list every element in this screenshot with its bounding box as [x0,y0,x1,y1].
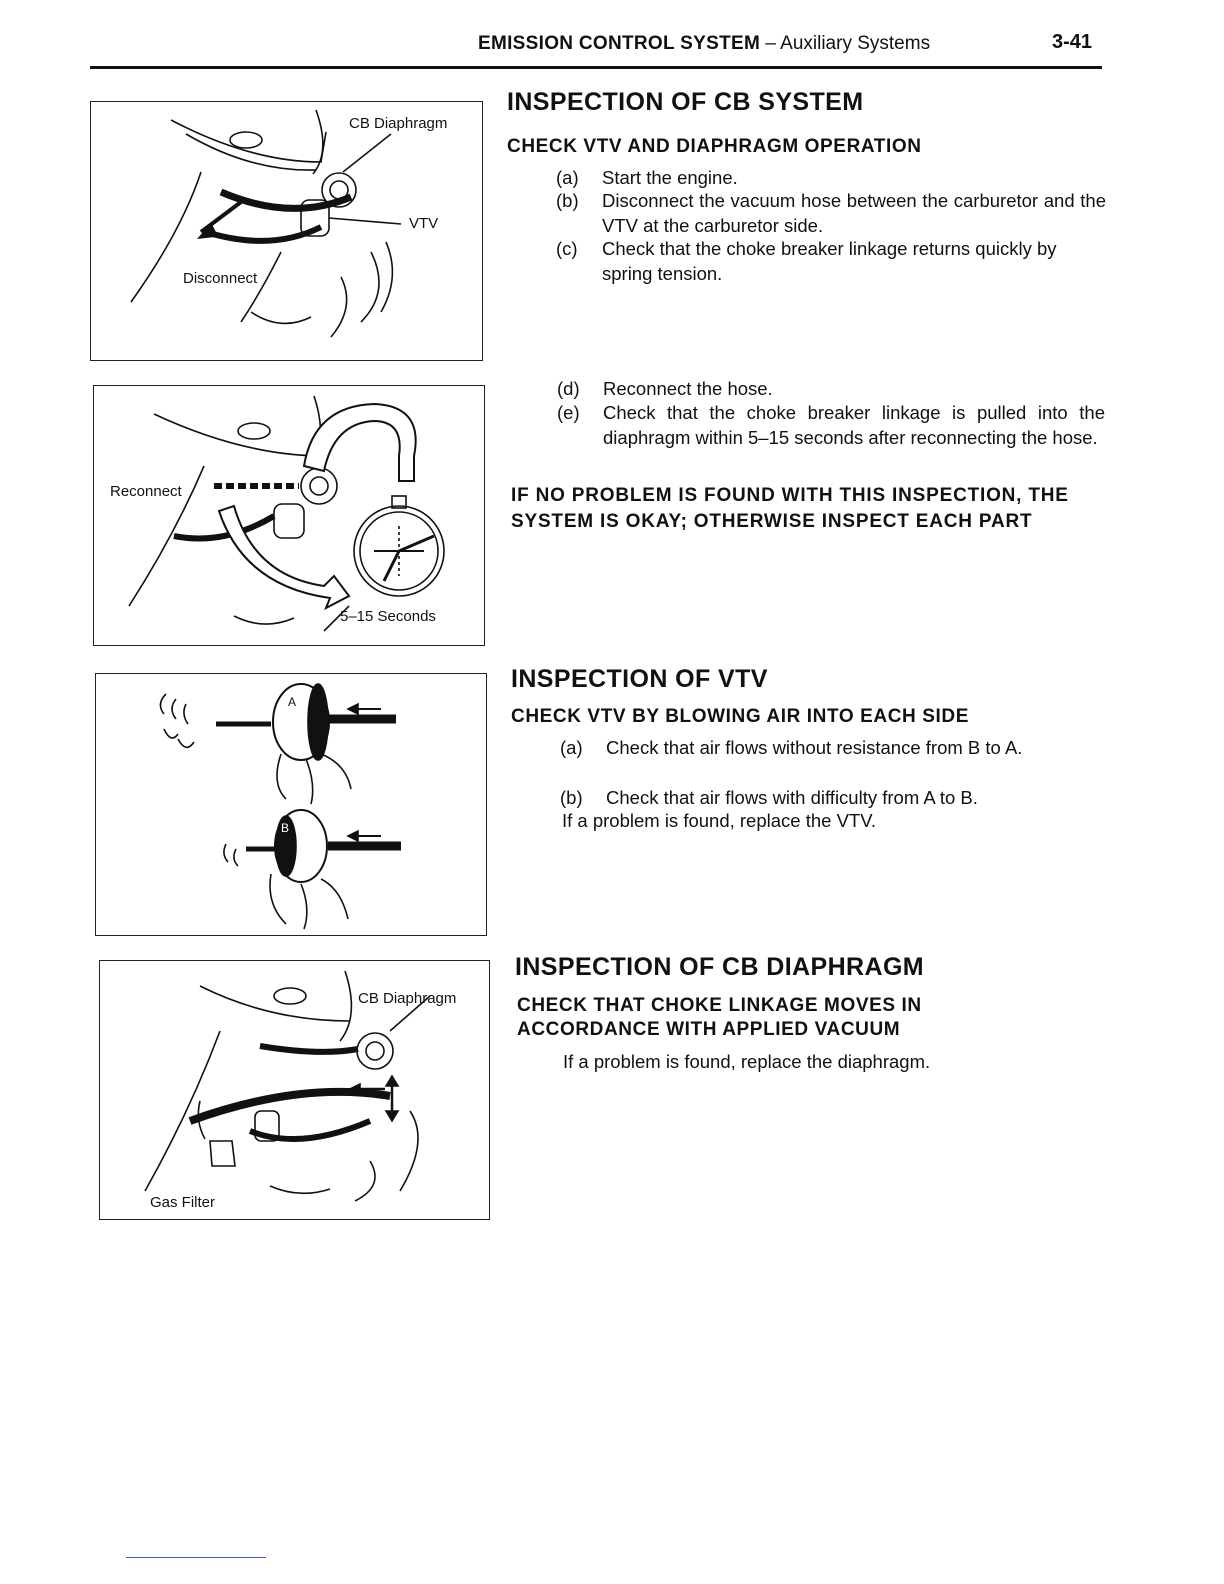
step-marker: (a) [556,167,579,188]
step-text: Start the engine. [602,167,738,188]
step-text: Reconnect the hose. [603,378,773,399]
step-text: Check that air flows with difficulty from A to B. [606,787,978,808]
label-vtv: VTV [409,215,439,232]
label-port-a: A [288,695,297,709]
step-marker: (b) [556,190,579,211]
note-replace-vtv: If a problem is found, replace the VTV. [562,810,876,831]
page-number: 3-41 [1052,31,1093,53]
step-marker: (e) [557,402,580,423]
header-title-bold: EMISSION CONTROL SYSTEM [478,33,761,54]
notice-system-okay: IF NO PROBLEM IS FOUND WITH THIS INSPECTION, THE SYSTEM IS OKAY; OTHERWISE INSPECT EACH PART [511,485,1069,532]
step-text: Check that the choke breaker linkage is pulled into the diaphragm within 5–15 seconds after reconnecting the hose. [603,402,1105,448]
note-replace-diaphragm: If a problem is found, replace the diaphragm. [563,1051,931,1072]
subheading-blow-air: CHECK VTV BY BLOWING AIR INTO EACH SIDE [511,706,969,727]
label-cb-diaphragm: CB Diaphragm [349,115,448,132]
vtv-blow-illustration [96,674,486,935]
heading-inspection-vtv: INSPECTION OF VTV [511,665,768,693]
heading-inspection-cb-system: INSPECTION OF CB SYSTEM [507,88,864,116]
step-text: Check that the choke breaker linkage returns quickly by spring tension. [602,238,1057,284]
header-rule [90,66,1102,69]
footer-rule [126,1557,266,1558]
subheading-linkage-line1: CHECK THAT CHOKE LINKAGE MOVES IN [517,995,922,1016]
label-5-15-seconds: 5–15 Seconds [340,608,436,625]
figure-vtv-blow-air [95,673,487,936]
step-text: Check that air flows without resistance from B to A. [606,737,1023,758]
step-text: Disconnect the vacuum hose between the carburetor and the VTV at the carburetor side. [602,190,1106,236]
heading-inspection-cb-diaphragm: INSPECTION OF CB DIAPHRAGM [515,953,925,981]
label-port-b: B [281,821,290,835]
step-marker: (a) [560,737,583,758]
subheading-linkage-line2: ACCORDANCE WITH APPLIED VACUUM [517,1019,901,1040]
header-title-rest: – Auxiliary Systems [760,33,931,54]
step-marker: (b) [560,787,583,808]
label-gas-filter: Gas Filter [150,1194,216,1211]
engine-illustration-reconnect [94,386,484,645]
subheading-check-vtv-diaphragm: CHECK VTV AND DIAPHRAGM OPERATION [507,136,922,157]
step-marker: (c) [556,238,578,259]
label-cb-diaphragm-2: CB Diaphragm [358,990,457,1007]
step-marker: (d) [557,378,580,399]
figure-cb-diaphragm-vacuum [99,960,490,1220]
label-disconnect: Disconnect [183,270,258,287]
figure-disconnect-hose [90,101,483,361]
running-header [478,33,930,55]
figure-reconnect-hose [93,385,485,646]
label-reconnect: Reconnect [110,483,182,500]
